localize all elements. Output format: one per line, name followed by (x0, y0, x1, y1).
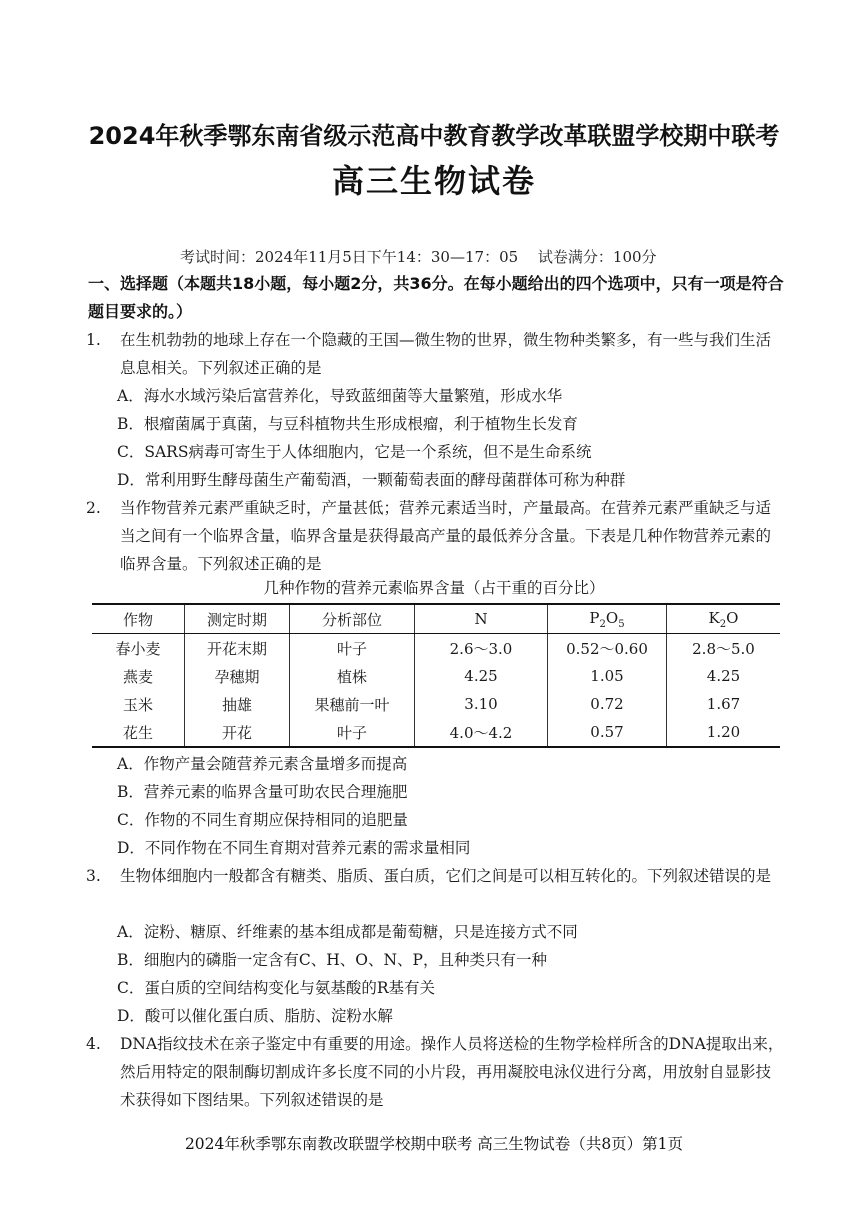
table-cell: 4.0～4.2 (415, 718, 548, 747)
question-4 (86, 1030, 786, 1114)
table-cell: 开花 (185, 718, 290, 747)
q2-option-a: A．作物产量会随营养元素含量增多而提高 (117, 755, 408, 773)
table-cell: 花生 (122, 723, 153, 742)
q1-option-a: A．海水水域污染后富营养化，导致蓝细菌等大量繁殖，形成水华 (117, 387, 563, 405)
table-row (92, 634, 780, 663)
q3-option-c: C．蛋白质的空间结构变化与氨基酸的R基有关 (117, 979, 436, 997)
header-cell: 分析部位 (290, 604, 415, 634)
question-stem: DNA指纹技术在亲子鉴定中有重要的用途。操作人员将送检的生物学检样所含的DNA提取出来，然后用特定的限制酶切割成许多长度不同的小片段，再用凝胶电泳仪进行分离，用放射自显影技术获得如下图结果。下列叙述错误的是 (120, 1035, 784, 1109)
question-3 (86, 862, 786, 890)
nutrient-table (92, 603, 780, 748)
exam-title: 2024年秋季鄂东南省级示范高中教育教学改革联盟学校期中联考 (88, 122, 780, 150)
table-cell: 叶子 (290, 634, 415, 663)
table-cell: 1.20 (667, 718, 781, 747)
table-cell: 2.8～5.0 (667, 634, 781, 663)
q1-option-c: C．SARS病毒可寄生于人体细胞内，它是一个系统，但不是生命系统 (117, 443, 592, 461)
q1-option-b: B．根瘤菌属于真菌，与豆科植物共生形成根瘤，利于植物生长发育 (117, 415, 578, 433)
table-cell: 3.10 (415, 690, 548, 718)
question-stem: 生物体细胞内一般都含有糖类、脂质、蛋白质，它们之间是可以相互转化的。下列叙述错误的是 (120, 867, 772, 885)
table-row (92, 690, 780, 718)
table-cell: 玉米 (122, 695, 153, 714)
table-cell: 0.52～0.60 (548, 634, 667, 663)
question-number: 2. (86, 499, 101, 517)
table-header-row (92, 604, 780, 634)
question-number: 3. (86, 867, 101, 885)
table-cell: 果穗前一叶 (290, 690, 415, 718)
table-cell: 叶子 (290, 718, 415, 747)
table-cell: 孕穗期 (185, 662, 290, 690)
header-cell: $P_2O_5$ (548, 604, 667, 634)
q1-option-d: D．常利用野生酵母菌生产葡萄酒，一颗葡萄表面的酵母菌群体可称为种群 (117, 471, 626, 489)
header-cell: N (415, 604, 548, 634)
table-row (92, 718, 780, 747)
section-heading: 一、选择题（本题共18小题，每小题2分，共36分。在每小题给出的四个选项中，只有一项是符合题目要求的。） (88, 274, 784, 321)
question-number: 4. (86, 1035, 101, 1053)
header-cell: 作物 (92, 604, 185, 634)
table-cell: 开花末期 (185, 634, 290, 663)
table-cell: 0.57 (548, 718, 667, 747)
table-cell: 春小麦 (115, 639, 161, 658)
q3-option-b: B．细胞内的磷脂一定含有C、H、O、N、P，且种类只有一种 (117, 951, 547, 969)
question-number: 1. (86, 331, 101, 349)
question-stem: 在生机勃勃的地球上存在一个隐藏的王国—微生物的世界，微生物种类繁多，有一些与我们生活息息相关。下列叙述正确的是 (120, 331, 772, 377)
table-cell: 植株 (290, 662, 415, 690)
header-cell: 测定时期 (185, 604, 290, 634)
table-cell: 抽雄 (185, 690, 290, 718)
table-cell: 0.72 (548, 690, 667, 718)
q2-option-c: C．作物的不同生育期应保持相同的追肥量 (117, 811, 408, 829)
question-2 (86, 494, 786, 578)
table-cell: 2.6～3.0 (415, 634, 548, 663)
table-cell: 4.25 (667, 662, 781, 690)
table-cell: 1.67 (667, 690, 781, 718)
exam-subtitle: 高三生物试卷 (331, 162, 536, 200)
table-caption: 几种作物的营养元素临界含量（占干重的百分比） (263, 579, 605, 597)
table-cell: 4.25 (415, 662, 548, 690)
table-cell: 1.05 (548, 662, 667, 690)
q3-option-d: D．酸可以催化蛋白质、脂肪、淀粉水解 (117, 1007, 393, 1025)
header-cell: $K_2O$ (667, 604, 781, 634)
q3-option-a: A．淀粉、糖原、纤维素的基本组成都是葡萄糖，只是连接方式不同 (117, 923, 578, 941)
question-1 (86, 326, 786, 382)
page-footer: 2024年秋季鄂东南教改联盟学校期中联考 高三生物试卷（共8页）第1页 (184, 1135, 684, 1153)
q2-option-d: D．不同作物在不同生育期对营养元素的需求量相同 (117, 839, 471, 857)
exam-info: 考试时间：2024年11月5日下午14：30—17：05 试卷满分：100分 (180, 248, 657, 266)
table-row (92, 662, 780, 690)
table-cell: 燕麦 (122, 667, 153, 686)
question-stem: 当作物营养元素严重缺乏时，产量甚低；营养元素适当时，产量最高。在营养元素严重缺乏与适当之间有一个临界含量，临界含量是获得最高产量的最低养分含量。下表是几种作物营养元素的临界含量。下列叙述正确的是 (120, 499, 772, 573)
q2-option-b: B．营养元素的临界含量可助农民合理施肥 (117, 783, 408, 801)
